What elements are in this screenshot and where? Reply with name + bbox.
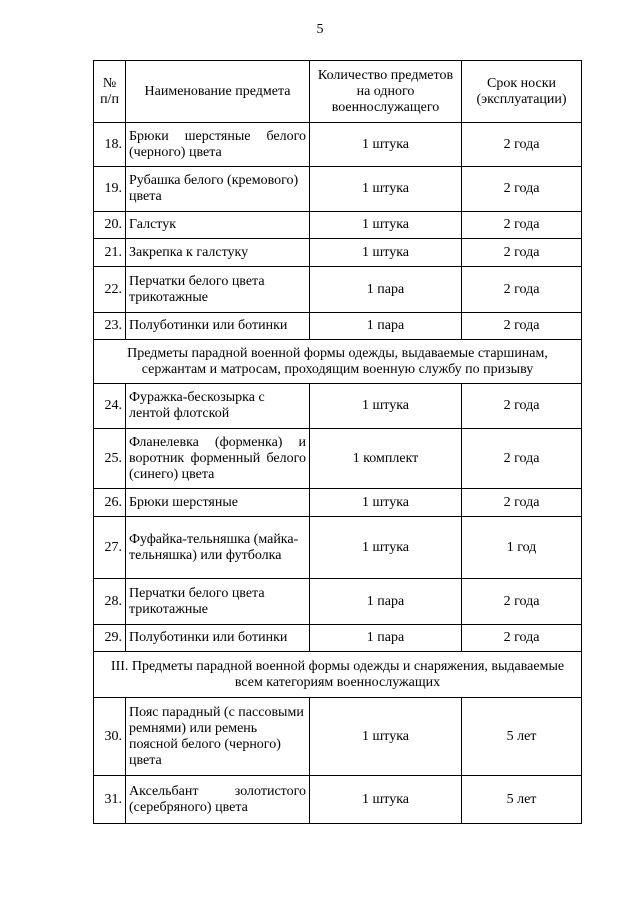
row-qty: 1 пара (310, 313, 462, 340)
table-row (94, 239, 582, 267)
row-qty: 1 штука (310, 212, 462, 239)
table-row (94, 429, 582, 489)
row-num: 28. (94, 579, 126, 625)
table-row (94, 776, 582, 824)
row-term: 2 года (462, 579, 582, 625)
row-name: Галстук (126, 212, 310, 239)
row-term: 2 года (462, 489, 582, 517)
header-term: Срок носки (эксплуатации) (462, 61, 582, 123)
row-num: 22. (94, 267, 126, 313)
row-num: 27. (94, 517, 126, 579)
row-term: 2 года (462, 167, 582, 212)
row-qty: 1 штука (310, 239, 462, 267)
row-name: Рубашка белого (кремового) цвета (126, 167, 310, 212)
table-row (94, 212, 582, 239)
row-qty: 1 штука (310, 698, 462, 776)
row-name: Аксельбант золотистого (серебряного) цвета (126, 776, 310, 824)
row-qty: 1 штука (310, 384, 462, 429)
table-row (94, 489, 582, 517)
row-qty: 1 пара (310, 625, 462, 652)
row-qty: 1 штука (310, 489, 462, 517)
row-num: 26. (94, 489, 126, 517)
row-qty: 1 штука (310, 167, 462, 212)
items-table (93, 60, 582, 824)
section-heading-three: III. Предметы парадной военной формы одежды и снаряжения, выдаваемые всем категориям военнослужащих (94, 652, 582, 698)
row-name: Полуботинки или ботинки (126, 625, 310, 652)
row-term: 2 года (462, 313, 582, 340)
row-name: Перчатки белого цвета трикотажные (126, 267, 310, 313)
row-qty: 1 пара (310, 579, 462, 625)
row-term: 2 года (462, 384, 582, 429)
table-row (94, 384, 582, 429)
table-row (94, 167, 582, 212)
row-num: 25. (94, 429, 126, 489)
table-row (94, 517, 582, 579)
table-row (94, 698, 582, 776)
row-term: 5 лет (462, 776, 582, 824)
table-row (94, 625, 582, 652)
row-qty: 1 штука (310, 776, 462, 824)
row-num: 19. (94, 167, 126, 212)
row-name: Полуботинки или ботинки (126, 313, 310, 340)
table-row (94, 123, 582, 167)
row-qty: 1 комплект (310, 429, 462, 489)
row-num: 18. (94, 123, 126, 167)
section-row (94, 340, 582, 384)
row-num: 23. (94, 313, 126, 340)
row-num: 21. (94, 239, 126, 267)
row-name: Фуфайка-тельняшка (майка-тельняшка) или футболка (126, 517, 310, 579)
row-name: Пояс парадный (с пассовыми ремнями) или ремень поясной белого (черного) цвета (126, 698, 310, 776)
row-name: Фуражка-бескозырка с лентой флотской (126, 384, 310, 429)
header-qty: Количество предметов на одного военнослужащего (310, 61, 462, 123)
table-row (94, 579, 582, 625)
row-name: Брюки шерстяные белого (черного) цвета (126, 123, 310, 167)
row-term: 2 года (462, 429, 582, 489)
table-row (94, 313, 582, 340)
row-num: 30. (94, 698, 126, 776)
row-num: 29. (94, 625, 126, 652)
row-num: 24. (94, 384, 126, 429)
table-header-row (94, 61, 582, 123)
row-name: Перчатки белого цвета трикотажные (126, 579, 310, 625)
row-name: Закрепка к галстуку (126, 239, 310, 267)
row-term: 1 год (462, 517, 582, 579)
row-name: Брюки шерстяные (126, 489, 310, 517)
row-term: 2 года (462, 123, 582, 167)
row-qty: 1 штука (310, 123, 462, 167)
row-term: 2 года (462, 212, 582, 239)
row-term: 2 года (462, 267, 582, 313)
row-qty: 1 штука (310, 517, 462, 579)
page-number: 5 (316, 22, 324, 37)
row-num: 20. (94, 212, 126, 239)
row-qty: 1 пара (310, 267, 462, 313)
row-num: 31. (94, 776, 126, 824)
row-term: 2 года (462, 625, 582, 652)
row-name: Фланелевка (форменка) и воротник форменный белого (синего) цвета (126, 429, 310, 489)
section-row (94, 652, 582, 698)
section-heading-sergeants: Предметы парадной военной формы одежды, выдаваемые старшинам, сержантам и матросам, проходящим военную службу по призыву (94, 340, 582, 384)
row-term: 2 года (462, 239, 582, 267)
header-num: № п/п (94, 61, 126, 123)
row-term: 5 лет (462, 698, 582, 776)
table-row (94, 267, 582, 313)
header-name: Наименование предмета (126, 61, 310, 123)
